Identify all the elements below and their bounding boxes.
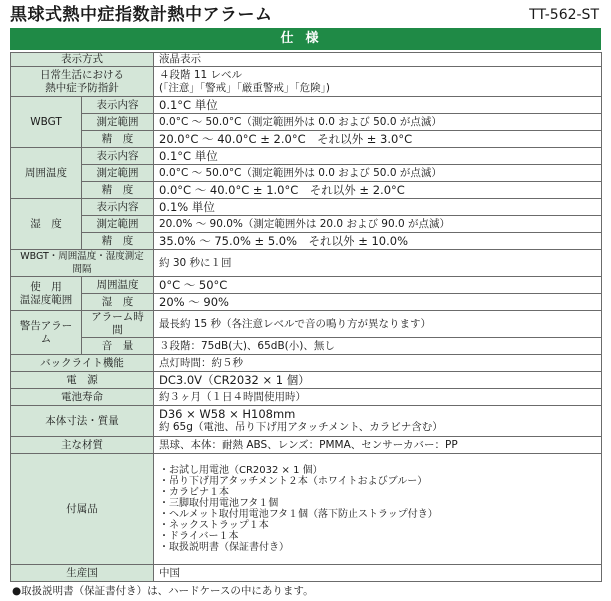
table-row: [11, 131, 602, 148]
row-label-battery: 電池寿命: [11, 389, 154, 406]
sub-label-alarm-volume: 音 量: [82, 338, 154, 355]
row-label-backlight: バックライト機能: [11, 355, 154, 372]
sub-label-operating-humidity: 湿 度: [82, 294, 154, 311]
value-humidity-accuracy: 35.0% ～ 75.0% ± 5.0% それ以外 ± 10.0%: [154, 233, 602, 250]
row-label-size: 本体寸法・質量: [11, 406, 154, 437]
row-value-size: D36 × W58 × H108mm 約 65g（電池、吊り下げ用アタッチメント、カラビナ含む）: [154, 406, 602, 437]
table-row: [11, 53, 602, 67]
row-value-heatstroke: ４段階 11 レベル (「注意」「警戒」「厳重警戒」「危険」): [154, 67, 602, 97]
row-label-ambient: 周囲温度: [11, 148, 82, 199]
sub-label-wbgt-range: 測定範囲: [82, 114, 154, 131]
sub-label-ambient-accuracy: 精 度: [82, 182, 154, 199]
table-row: [11, 389, 602, 406]
sub-label-ambient-range: 測定範囲: [82, 165, 154, 182]
table-row: [11, 277, 602, 294]
list-item: ・ネックストラップ１本: [159, 520, 269, 531]
list-item: ・お試し用電池（CR2032 × 1 個）: [159, 465, 323, 476]
row-label-display-method: 表示方式: [11, 53, 154, 67]
table-row: [11, 199, 602, 216]
row-value-origin: 中国: [154, 565, 602, 582]
row-label-alarm: 警告アラーム: [11, 311, 82, 355]
table-row: [11, 406, 602, 437]
row-value-material: 黒球、本体：耐熱 ABS、レンズ：PMMA、センサーカバー：PP: [154, 437, 602, 454]
row-label-interval: WBGT・周囲温度・湿度測定間隔: [11, 250, 154, 277]
value-operating-humidity: 20% ～ 90%: [154, 294, 602, 311]
row-value-backlight: 点灯時間：約５秒: [154, 355, 602, 372]
list-item: ・ドライバー１本: [159, 531, 239, 542]
value-ambient-range: 0.0°C ～ 50.0°C（測定範囲外は 0.0 および 50.0 が点滅）: [154, 165, 602, 182]
table-row: [11, 294, 602, 311]
table-row: [11, 165, 602, 182]
sub-label-wbgt-accuracy: 精 度: [82, 131, 154, 148]
value-operating-temp: 0°C ～ 50°C: [154, 277, 602, 294]
table-row: [11, 97, 602, 114]
sub-label-alarm-time: アラーム時間: [82, 311, 154, 338]
sub-label-humidity-accuracy: 精 度: [82, 233, 154, 250]
table-row: [11, 565, 602, 582]
table-row: [11, 250, 602, 277]
value-ambient-display: 0.1°C 単位: [154, 148, 602, 165]
row-value-battery: 約３ヶ月（１日４時間使用時）: [154, 389, 602, 406]
row-label-humidity: 湿 度: [11, 199, 82, 250]
list-item: ・取扱説明書（保証書付き）: [159, 542, 289, 553]
sub-label-ambient-display: 表示内容: [82, 148, 154, 165]
list-item: ・ヘルメット取付用電池フタ１個（落下防止ストラップ付き）: [159, 509, 438, 520]
row-label-heatstroke: 日常生活における 熱中症予防指針: [11, 67, 154, 97]
value-ambient-accuracy: 0.0°C ～ 40.0°C ± 1.0°C それ以外 ± 2.0°C: [154, 182, 602, 199]
table-row: [11, 454, 602, 565]
value-humidity-range: 20.0% ～ 90.0%（測定範囲外は 20.0 および 90.0 が点滅）: [154, 216, 602, 233]
row-label-operating: 使 用 温湿度範囲: [11, 277, 82, 311]
value-wbgt-display: 0.1°C 単位: [154, 97, 602, 114]
row-label-origin: 生産国: [11, 565, 154, 582]
table-row: [11, 437, 602, 454]
row-label-power: 電 源: [11, 372, 154, 389]
row-value-display-method: 液晶表示: [154, 53, 602, 67]
list-item: ・吊り下げ用アタッチメント２本（ホワイトおよびブルー）: [159, 476, 428, 487]
value-alarm-time: 最長約 15 秒（各注意レベルで音の鳴り方が異なります）: [154, 311, 602, 338]
footnote: ●取扱説明書（保証書付き）は、ハードケースの中にあります。: [12, 585, 314, 597]
sub-label-humidity-range: 測定範囲: [82, 216, 154, 233]
table-row: [11, 338, 602, 355]
sub-label-operating-temp: 周囲温度: [82, 277, 154, 294]
list-item: ・三脚取付用電池フタ１個: [159, 498, 279, 509]
value-humidity-display: 0.1% 単位: [154, 199, 602, 216]
table-row: [11, 148, 602, 165]
table-row: [11, 182, 602, 199]
row-value-accessories: [154, 454, 602, 565]
table-row: [11, 114, 602, 131]
value-wbgt-range: 0.0°C ～ 50.0°C（測定範囲外は 0.0 および 50.0 が点滅）: [154, 114, 602, 131]
table-row: [11, 311, 602, 338]
row-value-interval: 約 30 秒に１回: [154, 250, 602, 277]
sub-label-wbgt-display: 表示内容: [82, 97, 154, 114]
table-row: [11, 355, 602, 372]
model-number: TT-562-ST: [529, 7, 599, 23]
list-item: ・カラビナ１本: [159, 487, 229, 498]
table-row: [11, 67, 602, 97]
header: [10, 4, 601, 26]
spec-banner: 仕様: [10, 28, 601, 50]
spec-table: [10, 52, 602, 582]
table-row: [11, 372, 602, 389]
table-row: [11, 216, 602, 233]
row-label-material: 主な材質: [11, 437, 154, 454]
row-label-accessories: 付属品: [11, 454, 154, 565]
value-alarm-volume: ３段階：75dB(大)、65dB(小)、無し: [154, 338, 602, 355]
sub-label-humidity-display: 表示内容: [82, 199, 154, 216]
row-value-power: DC3.0V（CR2032 × 1 個）: [154, 372, 602, 389]
table-row: [11, 233, 602, 250]
product-title: 黒球式熱中症指数計熱中アラーム: [10, 5, 273, 25]
row-label-wbgt: WBGT: [11, 97, 82, 148]
value-wbgt-accuracy: 20.0°C ～ 40.0°C ± 2.0°C それ以外 ± 3.0°C: [154, 131, 602, 148]
